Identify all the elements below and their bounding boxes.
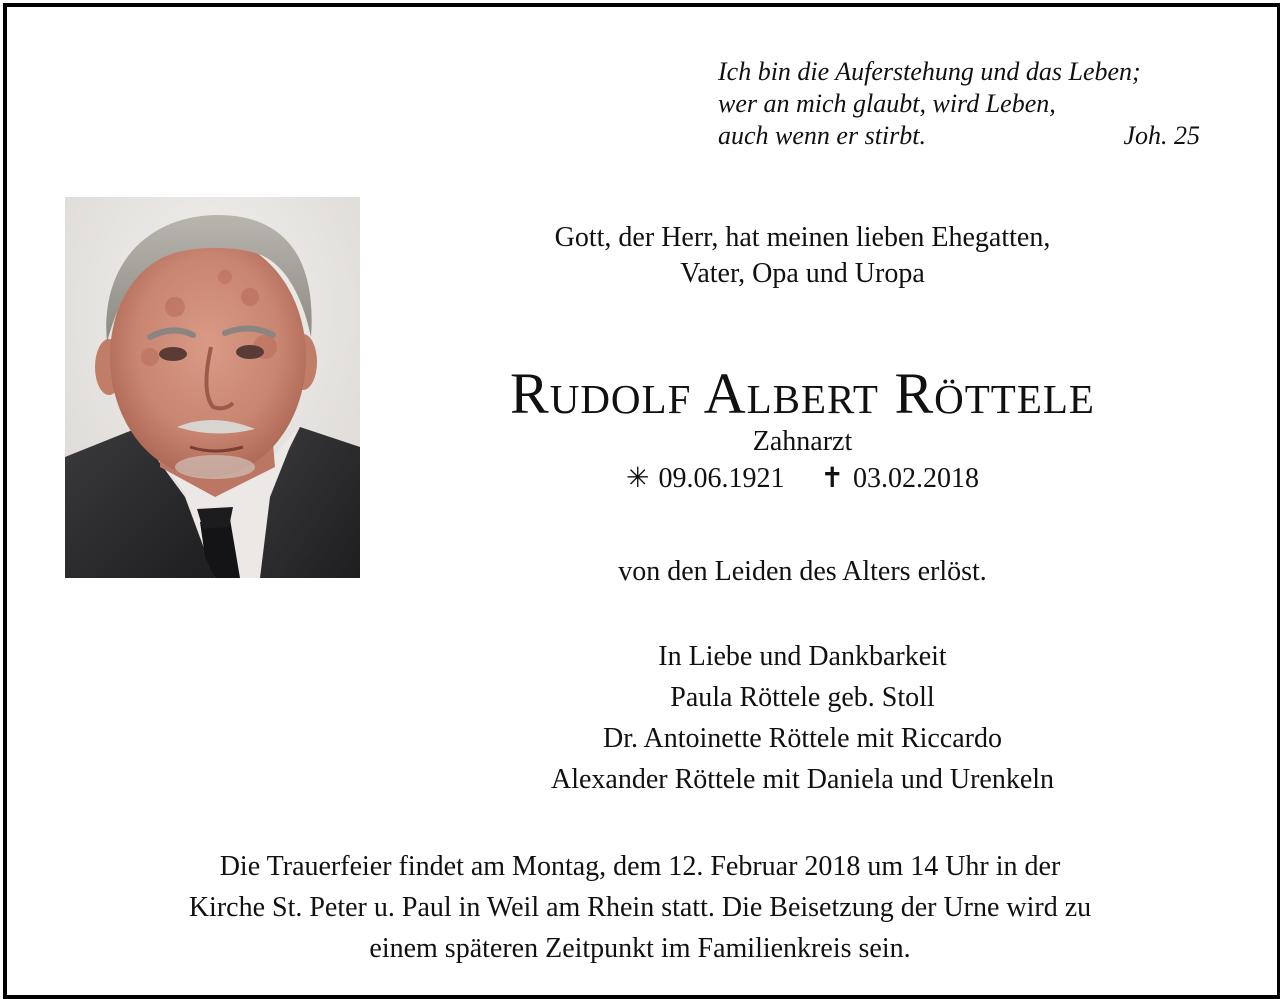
ceremony-line: Kirche St. Peter u. Paul in Weil am Rhein statt. Die Beisetzung der Urne wird zu — [188, 892, 1092, 923]
birth-star-icon: ✳ — [626, 463, 650, 494]
deceased-profession: Zahnarzt — [752, 426, 853, 457]
birth-date: 09.06.1921 — [658, 463, 785, 494]
verse-line: auch wenn er stirbt. — [718, 121, 926, 150]
verse-line: wer an mich glaubt, wird Leben, — [718, 89, 1056, 118]
portrait-illustration — [65, 197, 360, 578]
verse-reference: Joh. 25 — [1123, 121, 1200, 150]
ceremony-notice — [40, 846, 1240, 969]
bible-verse — [718, 56, 1202, 152]
intro-line: Vater, Opa und Uropa — [680, 258, 925, 289]
intro-text — [400, 220, 1205, 292]
death-cross-icon: ✝ — [820, 463, 844, 494]
life-dates — [400, 460, 1205, 498]
verse-line: Ich bin die Auferstehung und das Leben; — [718, 57, 1141, 86]
portrait-photo — [65, 197, 360, 578]
relief-text: von den Leiden des Alters erlöst. — [618, 556, 987, 587]
family-signatures — [400, 636, 1205, 800]
family-line: Paula Röttele geb. Stoll — [670, 682, 935, 713]
family-line: Alexander Röttele mit Daniela und Urenkeln — [550, 764, 1055, 795]
family-line: Dr. Antoinette Röttele mit Riccardo — [603, 723, 1002, 754]
deceased-name: Rudolf Albert Röttele — [510, 361, 1095, 426]
ceremony-line: einem späteren Zeitpunkt im Familienkreis sein. — [369, 933, 911, 964]
ceremony-line: Die Trauerfeier findet am Montag, dem 12. Februar 2018 um 14 Uhr in der — [219, 851, 1061, 882]
intro-line: Gott, der Herr, hat meinen lieben Ehegatten, — [554, 222, 1051, 253]
family-line: In Liebe und Dankbarkeit — [658, 641, 947, 672]
death-date: 03.02.2018 — [852, 463, 979, 494]
